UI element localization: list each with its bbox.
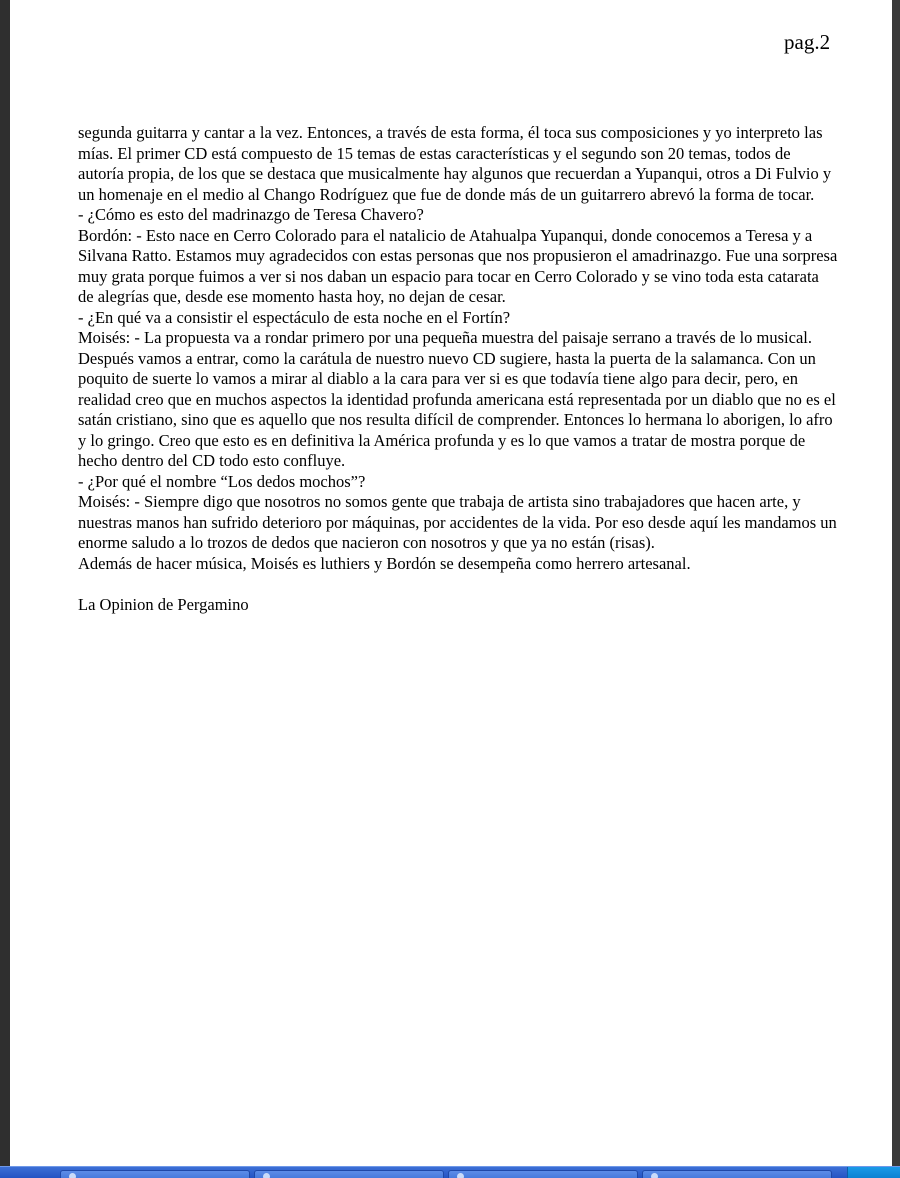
article-body	[78, 123, 838, 615]
answer-bordon: Bordón: - Esto nace en Cerro Colorado para el natalicio de Atahualpa Yupanqui, donde conocemos a Teresa y a Silvana Ratto. Estamos muy agradecidos con estas personas que nos propusieron el amadrinazgo. Fue una sorpresa muy grata porque fuimos a ver si nos daban un espacio para tocar en Cerro Colorado y se vino toda esta catarata de alegrías que, desde ese momento hasta hoy, no dejan de cesar.	[78, 225, 838, 306]
blank-line	[78, 574, 838, 595]
taskbar-button-1[interactable]	[60, 1170, 250, 1178]
closing-paragraph: Además de hacer música, Moisés es luthiers y Bordón se desempeña como herrero artesanal.	[78, 553, 691, 573]
windows-taskbar	[0, 1166, 900, 1178]
source-credit: La Opinion de Pergamino	[78, 594, 249, 614]
page-number: pag.2	[784, 30, 831, 54]
taskbar-button-3[interactable]	[448, 1170, 638, 1178]
document-page	[10, 0, 892, 1166]
system-tray[interactable]	[847, 1167, 900, 1178]
question-nombre: - ¿Por qué el nombre “Los dedos mochos”?	[78, 471, 366, 491]
question-espectaculo: - ¿En qué va a consistir el espectáculo de esta noche en el Fortín?	[78, 307, 511, 327]
answer-moises-nombre: Moisés: - Siempre digo que nosotros no somos gente que trabaja de artista sino trabajadores que hacen arte, y nuestras manos han sufrido deterioro por máquinas, por accidentes de la vida. Por eso desde aquí les mandamos un enorme saludo a lo trozos de dedos que nacieron con nosotros y que ya no están (risas).	[78, 492, 837, 552]
question-madrinazgo: - ¿Cómo es esto del madrinazgo de Teresa Chavero?	[78, 205, 424, 224]
app-icon	[69, 1173, 76, 1178]
viewer-right-border	[892, 0, 900, 1166]
taskbar-button-2[interactable]	[254, 1170, 444, 1178]
answer-moises-espectaculo: Moisés: - La propuesta va a rondar primero por una pequeña muestra del paisaje serrano a través de lo musical. Después vamos a entrar, como la carátula de nuestro nuevo CD sugiere, hasta la puerta de la salamanca. Con un poquito de suerte lo vamos a mirar al diablo a la cara para ver si es que todavía tiene algo para decir, pero, en realidad creo que en muchos aspectos la identidad profunda americana está representada por un diablo que no es el satán cristiano, sino que es aquello que nos resulta difícil de comprender. Entonces lo hermana lo aborigen, lo afro y lo gringo. Creo que esto es en definitiva la América profunda y es lo que vamos a tratar de mostra porque de hecho dentro del CD todo esto confluye.	[78, 328, 836, 470]
paragraph-continuation: segunda guitarra y cantar a la vez. Entonces, a través de esta forma, él toca sus composiciones y yo interpreto las mías. El primer CD está compuesto de 15 temas de estas características y el segundo son 20 temas, todos de autoría propia, de los que se destaca que musicalmente hay algunos que recuerdan a Yupanqui, otros a Di Fulvio y un homenaje en el medio al Chango Rodríguez que fue de donde más de un guitarrero abrevó la forma de tocar.	[78, 123, 832, 204]
app-icon	[651, 1173, 658, 1178]
taskbar-button-4[interactable]	[642, 1170, 832, 1178]
viewer-left-border	[0, 0, 10, 1166]
app-icon	[263, 1173, 270, 1178]
app-icon	[457, 1173, 464, 1178]
